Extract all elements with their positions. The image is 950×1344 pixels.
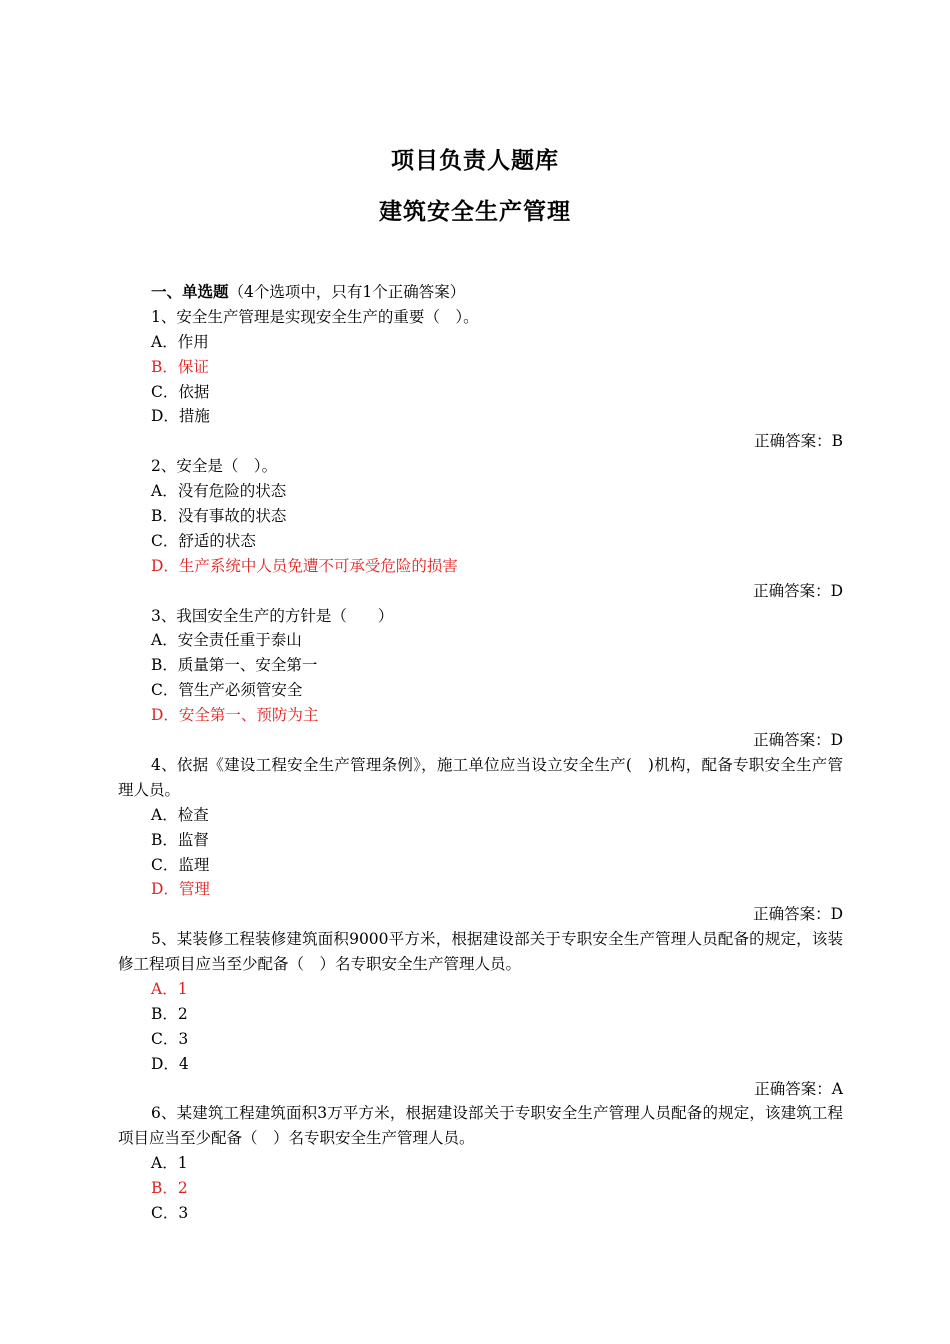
option-correct: D．生产系统中人员免遭不可承受危险的损害 xyxy=(151,556,458,575)
correct-answer: 正确答案：B xyxy=(754,432,843,451)
option-correct: B．2 xyxy=(151,1179,188,1198)
option: D．措施 xyxy=(151,407,210,426)
section-note: （4个选项中，只有1个正确答案） xyxy=(228,283,466,301)
option: A．安全责任重于泰山 xyxy=(151,631,302,650)
option-correct: B．保证 xyxy=(151,357,209,376)
option: A．没有危险的状态 xyxy=(151,482,287,501)
question-text: 2、安全是（ ）。 xyxy=(151,457,278,476)
question-text: 6、某建筑工程建筑面积3万平方米，根据建设部关于专职安全生产管理人员配备的规定，该建筑工程项目应当至少配备（ ）名专职安全生产管理人员。 xyxy=(118,1104,843,1148)
option: B．监督 xyxy=(151,830,209,849)
correct-answer: 正确答案：D xyxy=(753,905,843,924)
correct-answer: 正确答案：A xyxy=(754,1079,843,1098)
question-list xyxy=(118,280,843,1226)
option: C．3 xyxy=(151,1204,189,1223)
option: C．管生产必须管安全 xyxy=(151,681,303,700)
option: A．作用 xyxy=(151,332,209,351)
option-correct: D．安全第一、预防为主 xyxy=(151,706,319,725)
question-text: 4、依据《建设工程安全生产管理条例》，施工单位应当设立安全生产( )机构，配备专职安全生产管理人员。 xyxy=(118,755,843,799)
correct-answer: 正确答案：D xyxy=(753,731,843,750)
option: C．舒适的状态 xyxy=(151,531,256,550)
option: C．3 xyxy=(151,1029,189,1048)
option-correct: A．1 xyxy=(151,980,188,998)
document-title: 项目负责人题库 xyxy=(391,148,559,174)
option: B．没有事故的状态 xyxy=(151,507,287,526)
option: C．监理 xyxy=(151,855,210,874)
option: B．2 xyxy=(151,1004,188,1023)
option: C．依据 xyxy=(151,382,210,401)
section-heading xyxy=(118,280,843,305)
question-text: 3、我国安全生产的方针是（ ） xyxy=(151,606,394,625)
section-label: 一、单选题 xyxy=(151,283,229,301)
option: D．4 xyxy=(151,1054,189,1073)
document-subtitle: 建筑安全生产管理 xyxy=(379,199,571,225)
option: A．检查 xyxy=(151,805,209,824)
option: A．1 xyxy=(151,1154,188,1173)
question-text: 5、某装修工程装修建筑面积9000平方米，根据建设部关于专职安全生产管理人员配备的规定，该装修工程项目应当至少配备（ ）名专职安全生产管理人员。 xyxy=(118,930,843,974)
option: B．质量第一、安全第一 xyxy=(151,656,318,675)
correct-answer: 正确答案：D xyxy=(753,581,843,600)
option-correct: D．管理 xyxy=(151,880,210,899)
question-text: 1、安全生产管理是实现安全生产的重要（ ）。 xyxy=(151,307,479,326)
